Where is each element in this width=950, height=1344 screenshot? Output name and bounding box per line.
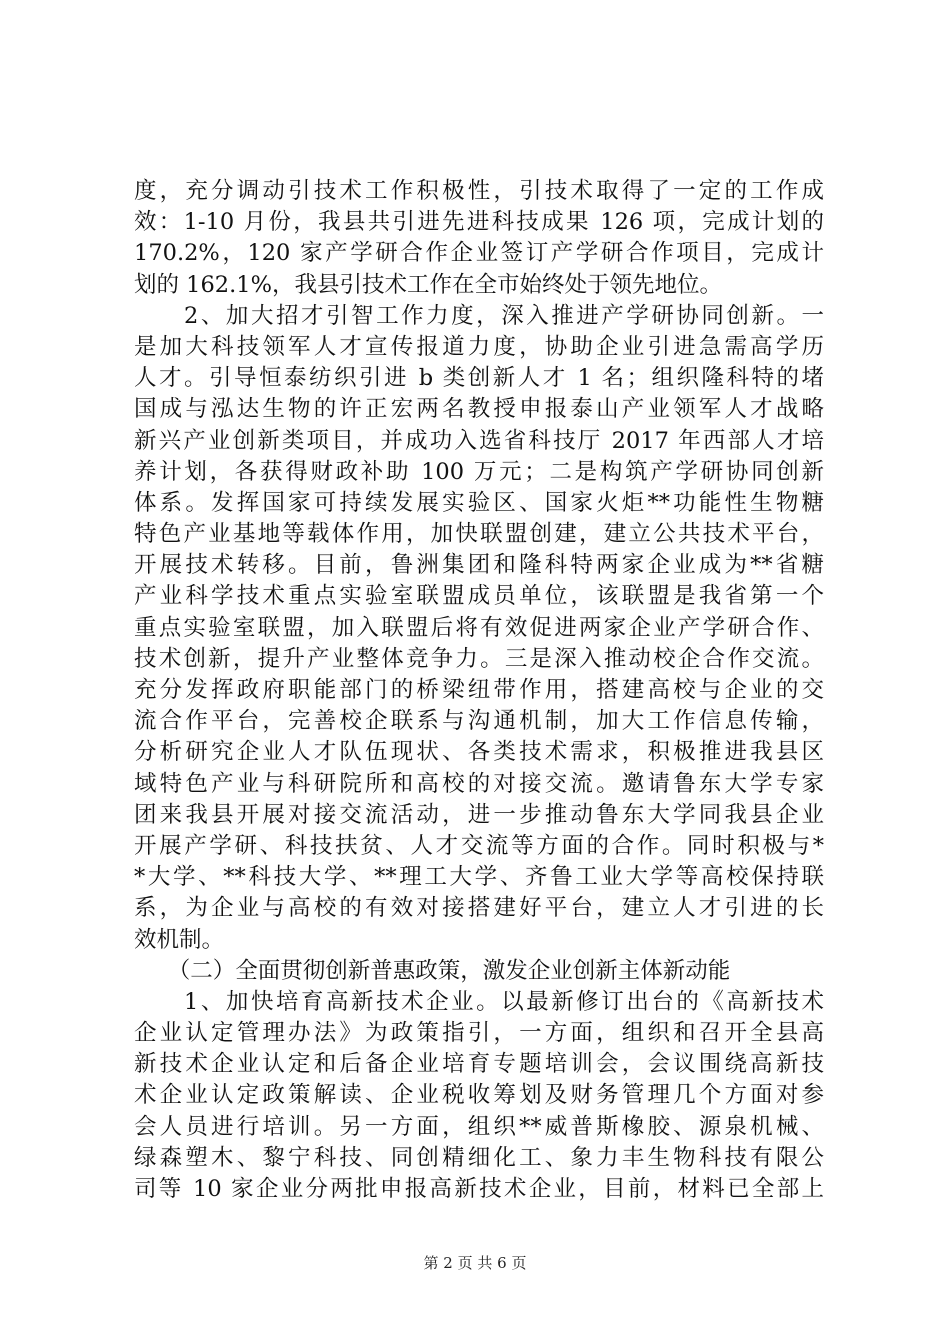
paragraph-start-line: 1、加快培育高新技术企业。以最新修订出台的《高新技术 [134,988,824,1015]
text-line: 域特色产业与科研院所和高校的对接交流。邀请鲁东大学专家 [134,770,824,797]
text-line: 技术创新，提升产业整体竞争力。三是深入推动校企合作交流。 [134,645,824,672]
text-line: 绿森塑木、黎宁科技、同创精细化工、象力丰生物科技有限公 [134,1144,824,1171]
text-line: 效机制。 [134,926,225,953]
text-line: 新兴产业创新类项目，并成功入选省科技厅 2017 年西部人才培 [134,427,824,454]
text-line: 开展技术转移。目前，鲁洲集团和隆科特两家企业成为**省糖 [134,552,824,579]
text-line: 效：1-10 月份，我县共引进先进科技成果 126 项，完成计划的 [134,209,824,236]
text-line: 分析研究企业人才队伍现状、各类技术需求，积极推进我县区 [134,739,824,766]
text-line: *大学、**科技大学、**理工大学、齐鲁工业大学等高校保持联 [134,864,824,891]
text-line: 重点实验室联盟，加入联盟后将有效促进两家企业产学研合作、 [134,614,824,641]
text-line: 会人员进行培训。另一方面，组织**威普斯橡胶、源泉机械、 [134,1113,824,1140]
text-line: 产业科学技术重点实验室联盟成员单位，该联盟是我省第一个 [134,583,824,610]
text-line: 国成与泓达生物的许正宏两名教授申报泰山产业领军人才战略 [134,396,824,423]
body-text [134,176,824,1205]
text-line: 度，充分调动引技术工作积极性，引技术取得了一定的工作成 [134,178,824,204]
text-line: 人才。引导恒泰纺织引进 b 类创新人才 1 名；组织隆科特的堵 [134,365,824,392]
text-line: 划的 162.1%，我县引技术工作在全市始终处于领先地位。 [134,271,722,298]
text-line: 流合作平台，完善校企联系与沟通机制，加大工作信息传输， [134,708,824,735]
text-line: 体系。发挥国家可持续发展实验区、国家火炬**功能性生物糖 [134,489,824,516]
text-line: 170.2%，120 家产学研合作企业签订产学研合作项目，完成计 [134,240,824,267]
text-line: 特色产业基地等载体作用，加快联盟创建，建立公共技术平台， [134,521,824,548]
text-line: 养计划，各获得财政补助 100 万元；二是构筑产学研协同创新 [134,458,824,485]
text-line: 开展产学研、科技扶贫、人才交流等方面的合作。同时积极与* [134,832,824,859]
section-heading: （二）全面贯彻创新普惠政策，激发企业创新主体新动能 [134,957,731,984]
text-line: 团来我县开展对接交流活动，进一步推动鲁东大学同我县企业 [134,801,824,828]
text-line: 系，为企业与高校的有效对接搭建好平台，建立人才引进的长 [134,895,824,922]
text-line: 术企业认定政策解读、企业税收筹划及财务管理几个方面对参 [134,1082,824,1109]
page-number-footer: 第 2 页 共 6 页 [423,1254,527,1272]
paragraph-start-line: 2、加大招才引智工作力度，深入推进产学研协同创新。一 [134,302,824,329]
text-line: 司等 10 家企业分两批申报高新技术企业，目前，材料已全部上 [134,1176,824,1202]
text-line: 企业认定管理办法》为政策指引，一方面，组织和召开全县高 [134,1020,824,1047]
text-line: 是加大科技领军人才宣传报道力度，协助企业引进急需高学历 [134,333,824,360]
text-line: 充分发挥政府职能部门的桥梁纽带作用，搭建高校与企业的交 [134,677,824,703]
text-line: 新技术企业认定和后备企业培育专题培训会，会议围绕高新技 [134,1051,824,1078]
